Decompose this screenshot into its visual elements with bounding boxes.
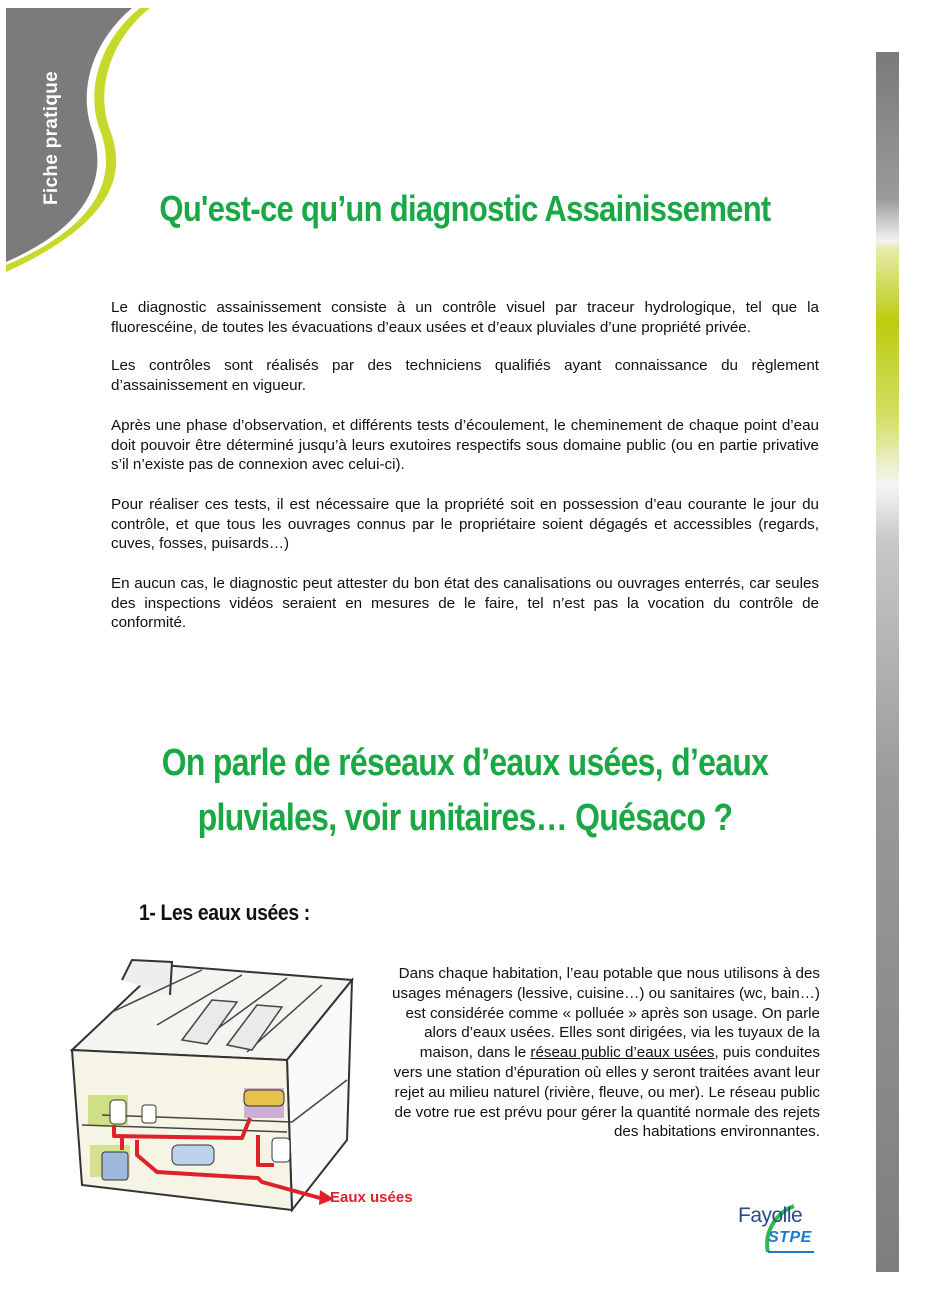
side-tab-label: Fiche pratique <box>41 70 62 206</box>
paragraph-requirements: Pour réaliser ces tests, il est nécessaire que la propriété soit en possession d’eau courante le jour du contrôle, et que tous les ouvrages connus par le propriétaire soient dégagés et accessibles (regards, cuves, fosses, puisards…) <box>111 496 819 552</box>
text-line: rejet au milieu naturel (rivière, fleuve, ou mer). Le réseau public <box>394 1083 820 1101</box>
reseau-public-link: réseau public d’eaux usées <box>530 1044 715 1062</box>
text-fragment: , puis conduites <box>714 1044 820 1062</box>
text-fragment: maison, dans le <box>419 1044 531 1062</box>
page-title: Qu'est-ce qu’un diagnostic Assainissement <box>159 188 771 229</box>
section-title-line1: On parle de réseaux d’eaux usées, d’eaux <box>161 742 769 784</box>
paragraph-intro: Le diagnostic assainissement consiste à un contrôle visuel par traceur hydrologique, tel que la fluorescéine, de toutes les évacuations d’eaux usées et d’eaux pluviales d’une propriété privée. <box>111 299 819 336</box>
text-line: est considérée comme « polluée » après son usage. On parle <box>405 1004 820 1022</box>
text-line: vers une station d’épuration où elles y seront traitées avant leur <box>393 1063 820 1081</box>
text-line: alors d’eaux usées. Elles sont dirigées, via les tuyaux de la <box>424 1024 820 1042</box>
logo-text-top: Fayolle <box>738 1204 803 1227</box>
section-title-line2: pluviales, voir unitaires… Quésaco ? <box>197 797 733 839</box>
paragraph-technicians: Les contrôles sont réalisés par des techniciens qualifiés ayant connaissance du règlement d’assainissement en vigueur. <box>111 357 819 394</box>
text-line: des habitations environnantes. <box>613 1123 820 1141</box>
paragraph-observation: Après une phase d’observation, et différents tests d’écoulement, le cheminement de chaque point d’eau doit pouvoir être déterminé jusqu’à leurs exutoires respectifs sous domaine public (ou en partie privative s’il n’existe pas de connexion avec celui-ci). <box>111 417 819 473</box>
side-tab <box>0 0 170 280</box>
paragraph-limitations: En aucun cas, le diagnostic peut attester du bon état des canalisations ou ouvrages enterrés, car seules des inspections vidéos seraient en mesures de le faire, tel n’est pas la vocation du contrôle de conformité. <box>111 575 819 631</box>
text-line: Dans chaque habitation, l’eau potable que nous utilisons à des <box>398 965 820 982</box>
logo-text-bottom: STPE <box>768 1229 812 1246</box>
text-line: usages ménagers (lessive, cuisine…) ou sanitaires (wc, bain…) <box>392 984 820 1002</box>
decorative-side-bar <box>876 52 899 1272</box>
text-line: de votre rue est prévu pour gérer la quantité normale des rejets <box>394 1103 820 1121</box>
sub-heading-eaux-usees: 1- Les eaux usées : <box>139 900 310 925</box>
fayolle-stpe-logo <box>738 1204 828 1264</box>
paragraph-eaux-usees <box>298 964 820 1142</box>
text-line <box>298 1043 820 1063</box>
illustration-label-eaux-usees: Eaux usées <box>330 1189 413 1206</box>
